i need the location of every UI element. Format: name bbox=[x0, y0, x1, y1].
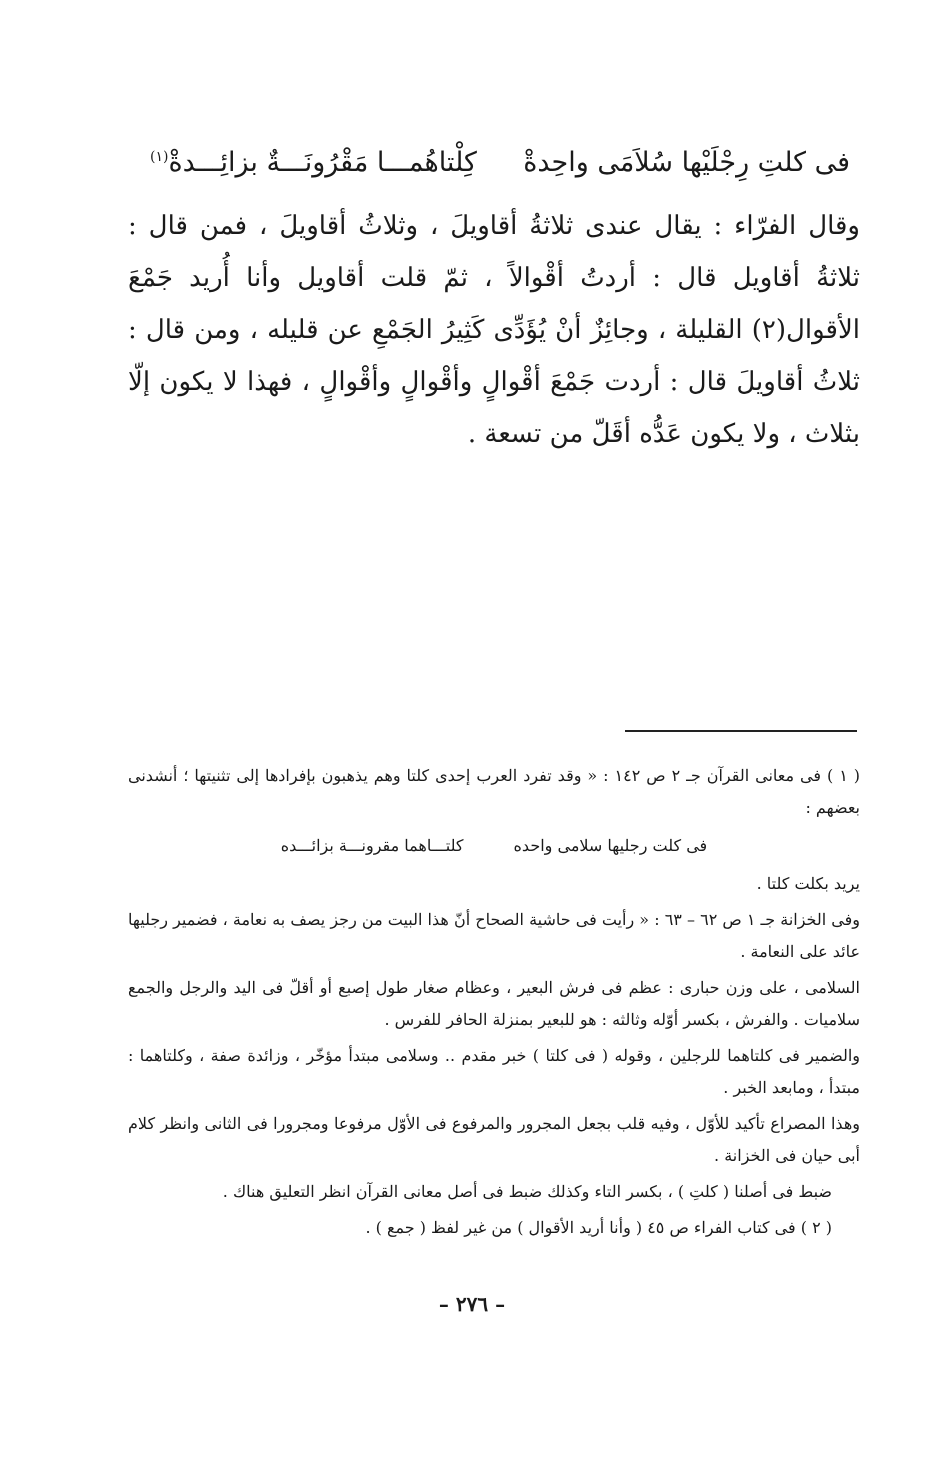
verse-first-hemistich: فى كلتِ رِجْلَيْها سُلاَمَى واحِدةْ bbox=[523, 146, 850, 178]
footnote-separator bbox=[625, 730, 857, 732]
verse-second-hemistich-text: كِلْتاهُمـــا مَقْرُونَـــةٌ بزائِـــدةْ bbox=[168, 146, 477, 178]
footnote-1-after-verse: يريد بكلت كلتا . bbox=[756, 874, 860, 893]
footnote-verse bbox=[128, 830, 860, 862]
footnote-1-dabt: ضبط فى أصلنا ( كلتِ ) ، بكسر التاء وكذلك ضبط فى أصل معانى القرآن انظر التعليق هناك . bbox=[222, 1182, 832, 1201]
footnote-verse-first: فى كلت رجليها سلامى واحده bbox=[513, 836, 708, 855]
verse-second-hemistich bbox=[150, 147, 477, 178]
main-paragraph: وقال الفرّاء : يقال عندى ثلاثةُ أقاويلَ ، وثلاثُ أقاويلَ ، فمن قال : ثلاثةُ أقاويل قال : أردتُ أقْوالاً ، ثمّ قلت أقاويل وأنا أُريد جَمْعَ الأقوال(٢) القليلة ، وجائِزٌ أنْ يُؤَدِّى كَثِيرُ الجَمْعِ عن قليله ، ومن قال : ثلاثُ أقاويلَ قال : أردت جَمْعَ أقْوالٍ وأقْوالٍ وأقْوالٍ ، فهذا لا يكون إلّا بثلاث ، ولا يكون عَدُّه أقَلّ من تسعة . bbox=[128, 211, 860, 449]
footnote-verse-second: كلتـــاهما مقرونـــة بزائـــده bbox=[280, 836, 464, 855]
footnote-1-misra: وهذا المصراع تأكيد للأوّل ، وفيه قلب بجعل المجرور والمرفوع فى الأوّل مرفوعا ومجرورا فى الثانى وانظر كلام أبى حيان فى الخزانة . bbox=[128, 1114, 860, 1165]
main-text bbox=[128, 200, 860, 460]
footnote-1-khizana: وفى الخزانة جـ ١ ص ٦٢ – ٦٣ : « رأيت فى حاشية الصحاح أنّ هذا البيت من رجز يصف به نعامة ، فضمير رجليها عائد على النعامة . bbox=[128, 910, 861, 961]
footnote-1-intro: ( ١ ) فى معانى القرآن جـ ٢ ص ١٤٢ : « وقد تفرد العرب إحدى كلتا وهم يذهبون بإفرادها إلى تثنيتها ؛ أنشدنى بعضهم : bbox=[128, 766, 861, 817]
page-number: – ٢٧٦ – bbox=[438, 1292, 506, 1316]
footnote-1-sulama: السلامى ، على وزن حبارى : عظم فى فرش البعير ، وعظام صغار طول إصبع أو أقلّ فى اليد والرجل والجمع سلاميات . والفرش ، بكسر أوّله وثالثه : هو للبعير بمنزلة الحافر للفرس . bbox=[128, 978, 860, 1029]
poetry-verse bbox=[150, 138, 850, 186]
footnote-marker: (١) bbox=[150, 148, 169, 165]
footnotes bbox=[128, 760, 860, 1248]
footnote-2: ( ٢ ) فى كتاب الفراء ص ٤٥ ( وأنا أريد الأقوال ) من غير لفظ ( جمع ) . bbox=[365, 1218, 832, 1237]
footnote-1-damir: والضمير فى كلتاهما للرجلين ، وقوله ( فى كلتا ) خبر مقدم .. وسلامى مبتدأ مؤخّر ، وزائدة صفة ، وكلتاهما : مبتدأ ، ومابعد الخبر . bbox=[128, 1046, 860, 1097]
